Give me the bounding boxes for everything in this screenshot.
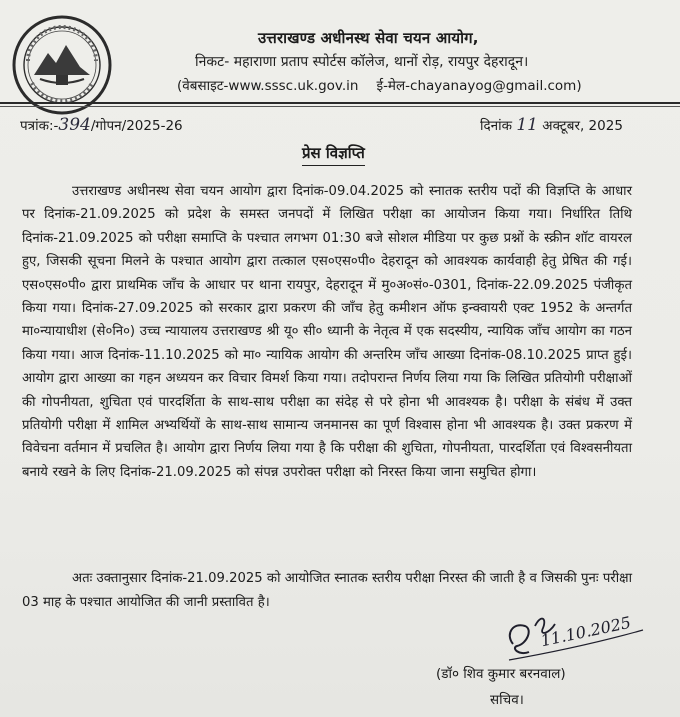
date-label: दिनांक <box>480 118 513 134</box>
body-paragraph-2: अतः उक्तानुसार दिनांक-21.09.2025 को आयोजित स्नातक स्तरीय परीक्षा निरस्त की जाती है व जिसकी पुनः परीक्षा 03 माह के पश्चात आयोजित की जानी प्रस्तावित है। <box>22 571 632 610</box>
patrank-label: पत्रांक:- <box>20 118 59 134</box>
date-day: 11 <box>516 115 538 135</box>
commission-name: उत्तराखण्ड अधीनस्थ सेवा चयन आयोग, <box>258 29 479 47</box>
commission-contact <box>177 76 680 94</box>
patrank-number: 394 <box>58 115 91 135</box>
signatory-designation: सचिव। <box>490 692 524 708</box>
patrank-suffix: /गोपन/2025-26 <box>90 118 183 134</box>
date-rest: अक्टूबर, 2025 <box>542 118 623 134</box>
email-text: ई-मेल-chayanayog@gmail.com) <box>376 78 582 94</box>
body-paragraph-1-container <box>22 180 632 484</box>
reference-date <box>480 115 623 135</box>
handwritten-date: 11.10.2025 <box>539 612 633 651</box>
commission-address: निकट- महाराणा प्रताप स्पोर्टस कॉलेज, थानों रोड़, रायपुर देहरादून। <box>195 54 529 70</box>
press-release-title: प्रेस विज्ञप्ति <box>302 144 365 162</box>
website-text: (वेबसाइट-www.sssc.uk.gov.in <box>177 78 359 94</box>
signatory-name: (डॉ० शिव कुमार बरनवाल) <box>436 666 566 682</box>
body-paragraph-1: उत्तराखण्ड अधीनस्थ सेवा चयन आयोग द्वारा दिनांक-09.04.2025 को स्नातक स्तरीय पदों की विज्ञप्ति के आधार पर दिनांक-21.09.2025 को प्रदेश के समस्त जनपदों में लिखित परीक्षा का आयोजन किया गया। निर्धारित तिथि दिनांक-21.09.2025 को परीक्षा समाप्ति के पश्चात लगभग 01:30 बजे सोशल मीडिया पर कुछ प्रश्नों के स्क्रीन शॉट वायरल हुए, जिसकी सूचना मिलने के पश्चात आयोग द्वारा तत्काल एस०एस०पी० देहरादून को आवश्यक कार्यवाही हेतु प्रेषित की गई। एस०एस०पी० द्वारा प्राथमिक जाँच के आधार पर थाना रायपुर, देहरादून में मु०अ०सं०-0301, दिनांक-22.09.2025 पंजीकृत किया गया। दिनांक-27.09.2025 को सरकार द्वारा प्रकरण की जाँच हेतु कमीशन ऑफ इन्क्वायरी एक्ट 1952 के अन्तर्गत मा०न्यायाधीश (से०नि०) उच्च न्यायालय उत्तराखण्ड श्री यू० सी० ध्यानी के नेतृत्व में एक सदस्यीय, न्यायिक जाँच आयोग का गठन किया गया। आज दिनांक-11.10.2025 को मा० न्यायिक आयोग की अन्तरिम जाँच आख्या दिनांक-08.10.2025 प्राप्त हुई। आयोग द्वारा आख्या का गहन अध्ययन कर विचार विमर्श किया गया। तदोपरान्त निर्णय लिया गया कि लिखित प्रतियोगी परीक्षाओं की गोपनीयता, शुचिता एवं पारदर्शिता के साथ-साथ परीक्षा का संदेह से परे होना भी आवश्यक है। परीक्षा के संबंध में उक्त प्रतियोगी परीक्षा में शामिल अभ्यर्थियों के साथ-साथ सामान्य जनमानस का पूर्ण विश्वास होना भी आवश्यक है। उक्त प्रकरण में विवेचना वर्तमान में प्रचलित है। आयोग द्वारा निर्णय लिया गया है कि परीक्षा की शुचिता, गोपनीयता, पारदर्शिता एवं विश्वसनीयता बनाये रखने के लिए दिनांक-21.09.2025 को संपन्न उपरोक्त परीक्षा को निरस्त किया जाना समुचित होगा। <box>22 184 632 480</box>
header-divider-thin <box>0 106 680 107</box>
header-divider <box>0 102 680 104</box>
reference-number <box>20 115 183 135</box>
